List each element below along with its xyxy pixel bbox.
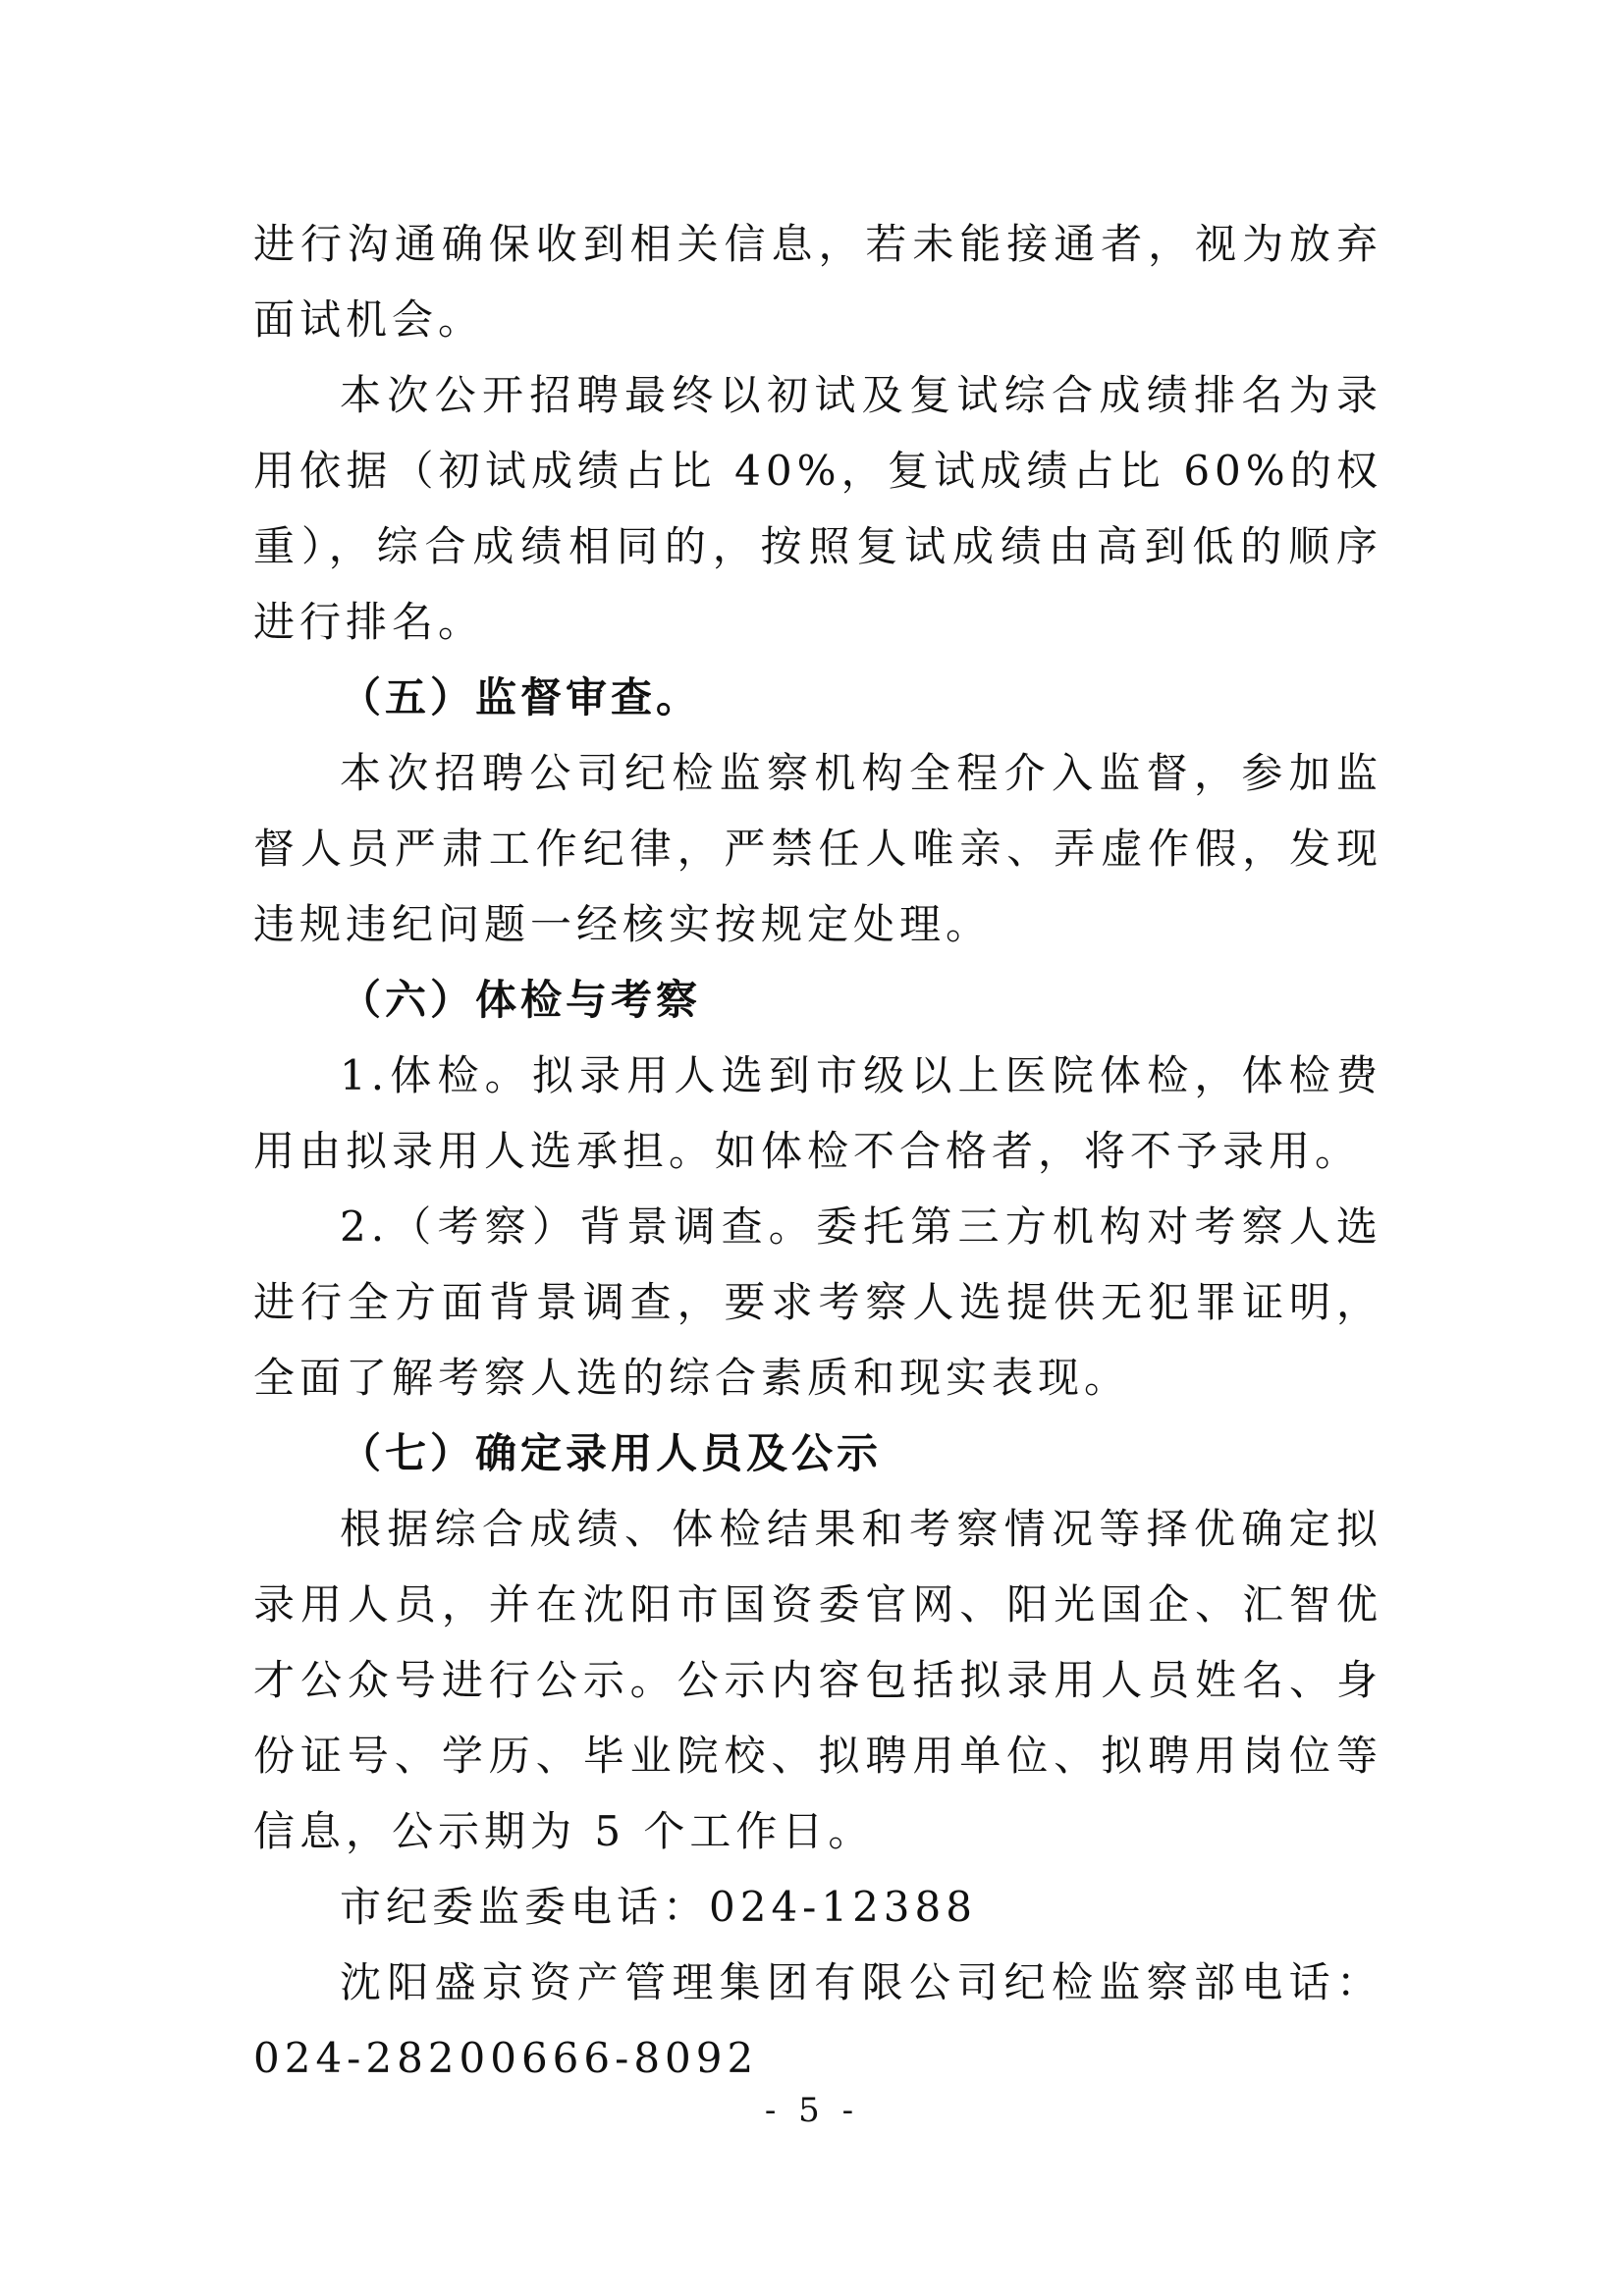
section-heading-medical-exam: （六）体检与考察 [340,976,702,1024]
paragraph-city-phone: 市纪委监委电话：024-12388 [340,1883,977,1931]
document-body [253,206,1382,2096]
paragraph-company-phone: 沈阳盛京资产管理集团有限公司纪检监察部电话：024-28200666-8092 [253,1958,1382,2082]
paragraph-scoring-basis: 本次公开招聘最终以初试及复试综合成绩排名为录用依据（初试成绩占比 40%，复试成绩占比 60%的权重），综合成绩相同的，按照复试成绩由高到低的顺序进行排名。 [253,371,1382,646]
page-number: - 5 - [764,2091,860,2130]
paragraph-background-check: 2.（考察）背景调查。委托第三方机构对考察人选进行全方面背景调查，要求考察人选提供无犯罪证明，全面了解考察人选的综合素质和现实表现。 [253,1202,1382,1402]
section-heading-announcement: （七）确定录用人员及公示 [340,1429,883,1477]
paragraph-announcement: 根据综合成绩、体检结果和考察情况等择优确定拟录用人员，并在沈阳市国资委官网、阳光国企、汇智优才公众号进行公示。公示内容包括拟录用人员姓名、身份证号、学历、毕业院校、拟聘用单位、拟聘用岗位等信息，公示期为 5 个工作日。 [253,1505,1382,1855]
section-heading-supervision: （五）监督审查。 [340,673,702,721]
paragraph-medical-exam: 1.体检。拟录用人选到市级以上医院体检，体检费用由拟录用人选承担。如体检不合格者，将不予录用。 [253,1051,1382,1175]
paragraph-supervision: 本次招聘公司纪检监察机构全程介入监督，参加监督人员严肃工作纪律，严禁任人唯亲、弄虚作假，发现违规违纪问题一经核实按规定处理。 [253,749,1382,948]
paragraph-continuation: 进行沟通确保收到相关信息，若未能接通者，视为放弃面试机会。 [253,220,1382,344]
